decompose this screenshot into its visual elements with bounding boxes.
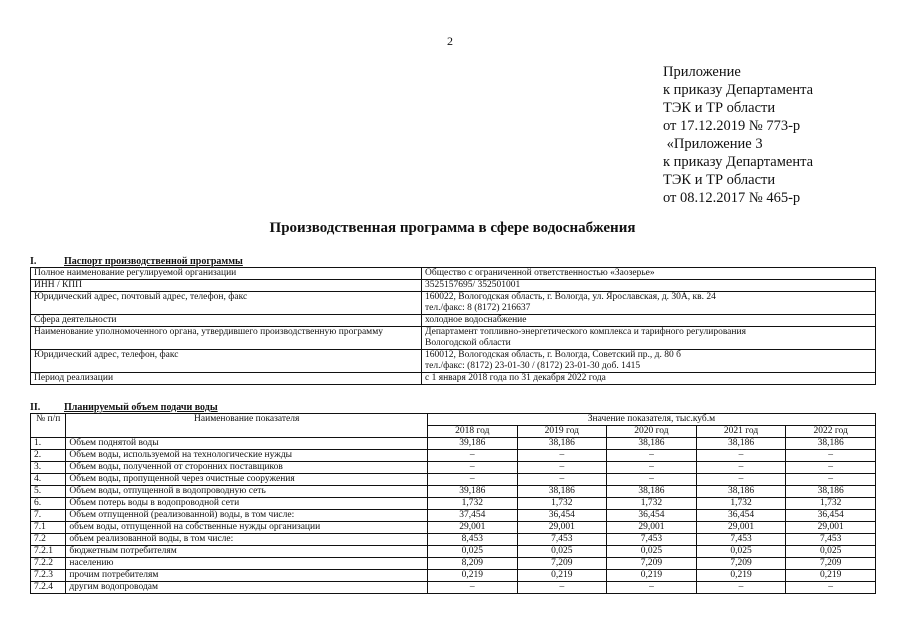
table-row xyxy=(31,546,876,558)
row-number: 2. xyxy=(31,450,66,462)
appendix-line: к приказу Департамента xyxy=(663,154,814,170)
row-name: объем реализованной воды, в том числе: xyxy=(66,534,428,546)
table-row xyxy=(31,558,876,570)
passport-key: Полное наименование регулируемой организации xyxy=(31,268,422,280)
row-value: 0,025 xyxy=(696,546,786,558)
row-value: 0,219 xyxy=(427,570,517,582)
table-row xyxy=(31,570,876,582)
row-value: – xyxy=(607,474,697,486)
row-name: объем воды, отпущенной на собственные нужды организации xyxy=(66,522,428,534)
row-value: – xyxy=(517,450,607,462)
row-number: 7.1 xyxy=(31,522,66,534)
row-name: другим водопроводам xyxy=(66,582,428,594)
row-name: Объем воды, отпущенной в водопроводную сеть xyxy=(66,486,428,498)
page-number: 2 xyxy=(447,34,453,48)
appendix-line: от 08.12.2017 № 465-р xyxy=(663,190,801,206)
row-number: 6. xyxy=(31,498,66,510)
row-value: – xyxy=(517,462,607,474)
row-value: – xyxy=(427,450,517,462)
passport-value xyxy=(422,350,876,373)
row-value: – xyxy=(607,450,697,462)
passport-value xyxy=(422,327,876,350)
row-value: 38,186 xyxy=(607,486,697,498)
row-value: 7,209 xyxy=(517,558,607,570)
table-row xyxy=(31,510,876,522)
row-value: – xyxy=(696,462,786,474)
row-value: 37,454 xyxy=(427,510,517,522)
table-row xyxy=(31,582,876,594)
row-value: 38,186 xyxy=(696,486,786,498)
passport-value xyxy=(422,315,876,327)
appendix-line: к приказу Департамента xyxy=(663,82,814,98)
row-value: – xyxy=(607,462,697,474)
table-row xyxy=(31,438,876,450)
appendix-line: ТЭК и ТР области xyxy=(663,100,776,116)
row-name: Объем потерь воды в водопроводной сети xyxy=(66,498,428,510)
passport-row xyxy=(31,315,876,327)
row-value: 39,186 xyxy=(427,486,517,498)
passport-row xyxy=(31,350,876,373)
row-name: прочим потребителям xyxy=(66,570,428,582)
row-value: 29,001 xyxy=(517,522,607,534)
passport-value-line: тел./факс: 8 (8172) 216637 xyxy=(425,303,531,313)
row-value: 0,025 xyxy=(786,546,876,558)
appendix-header xyxy=(663,63,813,207)
passport-value xyxy=(422,292,876,315)
row-value: – xyxy=(517,474,607,486)
row-value: – xyxy=(427,582,517,594)
passport-value-line: 3525157695/ 352501001 xyxy=(425,280,521,290)
row-value: 7,453 xyxy=(517,534,607,546)
row-value: 38,186 xyxy=(786,438,876,450)
header-year: 2022 год xyxy=(786,426,876,438)
passport-key: Сфера деятельности xyxy=(31,315,422,327)
row-value: – xyxy=(786,474,876,486)
row-value: 29,001 xyxy=(696,522,786,534)
passport-value-line: Общество с ограниченной ответственностью «Заозерье» xyxy=(425,268,655,278)
section-heading xyxy=(30,256,243,267)
passport-value-line: с 1 января 2018 года по 31 декабря 2022 года xyxy=(425,373,606,383)
row-value: 7,453 xyxy=(786,534,876,546)
passport-table xyxy=(30,267,876,385)
section-number: II. xyxy=(30,402,41,413)
row-name: бюджетным потребителям xyxy=(66,546,428,558)
row-value: 38,186 xyxy=(696,438,786,450)
passport-key: Юридический адрес, телефон, факс xyxy=(31,350,422,373)
passport-value xyxy=(422,280,876,292)
row-number: 7.2.4 xyxy=(31,582,66,594)
row-value: – xyxy=(427,462,517,474)
passport-row xyxy=(31,292,876,315)
row-value: 1,732 xyxy=(607,498,697,510)
row-value: 0,025 xyxy=(517,546,607,558)
appendix-line: «Приложение 3 xyxy=(663,136,763,152)
row-value: 36,454 xyxy=(517,510,607,522)
row-value: 0,219 xyxy=(607,570,697,582)
passport-value-line: Вологодской области xyxy=(425,338,511,348)
row-number: 7.2.3 xyxy=(31,570,66,582)
row-value: 7,453 xyxy=(696,534,786,546)
table-row xyxy=(31,474,876,486)
row-value: 29,001 xyxy=(427,522,517,534)
passport-row xyxy=(31,268,876,280)
row-value: 0,025 xyxy=(607,546,697,558)
row-name: Объем отпущенной (реализованной) воды, в том числе: xyxy=(66,510,428,522)
row-value: – xyxy=(517,582,607,594)
row-number: 7. xyxy=(31,510,66,522)
row-value: – xyxy=(427,474,517,486)
appendix-line: ТЭК и ТР области xyxy=(663,172,776,188)
section-number: I. xyxy=(30,256,37,267)
header-year: 2020 год xyxy=(607,426,697,438)
row-value: 38,186 xyxy=(786,486,876,498)
row-number: 7.2 xyxy=(31,534,66,546)
row-value: – xyxy=(696,474,786,486)
passport-value-line: 160012, Вологодская область, г. Вологда, Советский пр., д. 80 б xyxy=(425,350,681,360)
appendix-line: от 17.12.2019 № 773-р xyxy=(663,118,801,134)
header-value-group: Значение показателя, тыс.куб.м xyxy=(427,414,875,426)
water-volume-table xyxy=(30,413,876,594)
document-title: Производственная программа в сфере водоснабжения xyxy=(269,220,636,236)
row-number: 1. xyxy=(31,438,66,450)
table-row xyxy=(31,498,876,510)
passport-value-line: тел./факс: (8172) 23-01-30 / (8172) 23-01-30 доб. 1415 xyxy=(425,361,641,371)
row-value: 1,732 xyxy=(696,498,786,510)
row-value: 36,454 xyxy=(607,510,697,522)
row-value: 38,186 xyxy=(517,486,607,498)
row-value: – xyxy=(786,462,876,474)
section-heading xyxy=(30,402,218,413)
header-year: 2019 год xyxy=(517,426,607,438)
passport-value xyxy=(422,373,876,385)
header-year: 2021 год xyxy=(696,426,786,438)
row-name: населению xyxy=(66,558,428,570)
row-value: – xyxy=(696,450,786,462)
row-value: – xyxy=(786,450,876,462)
row-value: 8,209 xyxy=(427,558,517,570)
row-value: – xyxy=(786,582,876,594)
passport-key: Юридический адрес, почтовый адрес, телефон, факс xyxy=(31,292,422,315)
row-number: 4. xyxy=(31,474,66,486)
row-name: Объем воды, полученной от сторонних поставщиков xyxy=(66,462,428,474)
table-row xyxy=(31,486,876,498)
passport-value-line: холодное водоснабжение xyxy=(425,315,527,325)
header-num-col: № п/п xyxy=(31,414,66,438)
row-value: 38,186 xyxy=(517,438,607,450)
row-value: 7,209 xyxy=(786,558,876,570)
row-value: 7,453 xyxy=(607,534,697,546)
row-name: Объем поднятой воды xyxy=(66,438,428,450)
passport-value-line: 160022, Вологодская область, г. Вологда, ул. Ярославская, д. 30А, кв. 24 xyxy=(425,292,716,302)
passport-key: Наименование уполномоченного органа, утвердившего производственную программу xyxy=(31,327,422,350)
passport-value-line: Департамент топливно-энергетического комплекса и тарифного регулирования xyxy=(425,327,746,337)
header-year: 2018 год xyxy=(427,426,517,438)
appendix-line: Приложение xyxy=(663,64,741,80)
row-number: 7.2.1 xyxy=(31,546,66,558)
row-value: 29,001 xyxy=(786,522,876,534)
section-title: Паспорт производственной программы xyxy=(64,256,243,267)
row-value: 1,732 xyxy=(517,498,607,510)
row-value: 29,001 xyxy=(607,522,697,534)
row-value: – xyxy=(607,582,697,594)
row-value: 0,219 xyxy=(786,570,876,582)
row-value: 36,454 xyxy=(786,510,876,522)
section-title: Планируемый объем подачи воды xyxy=(64,402,218,413)
row-value: 8,453 xyxy=(427,534,517,546)
passport-row xyxy=(31,280,876,292)
table-row xyxy=(31,462,876,474)
row-number: 3. xyxy=(31,462,66,474)
row-name: Объем воды, пропущенной через очистные сооружения xyxy=(66,474,428,486)
row-value: 0,219 xyxy=(696,570,786,582)
row-value: – xyxy=(696,582,786,594)
row-value: 38,186 xyxy=(607,438,697,450)
row-value: 39,186 xyxy=(427,438,517,450)
row-number: 7.2.2 xyxy=(31,558,66,570)
header-name-col: Наименование показателя xyxy=(66,414,428,438)
row-value: 0,025 xyxy=(427,546,517,558)
passport-key: Период реализации xyxy=(31,373,422,385)
table-row xyxy=(31,450,876,462)
row-value: 7,209 xyxy=(696,558,786,570)
row-name: Объем воды, используемой на технологические нужды xyxy=(66,450,428,462)
passport-row xyxy=(31,373,876,385)
table-row xyxy=(31,534,876,546)
passport-key: ИНН / КПП xyxy=(31,280,422,292)
row-value: 1,732 xyxy=(786,498,876,510)
row-value: 36,454 xyxy=(696,510,786,522)
passport-value xyxy=(422,268,876,280)
row-number: 5. xyxy=(31,486,66,498)
passport-row xyxy=(31,327,876,350)
row-value: 0,219 xyxy=(517,570,607,582)
row-value: 1,732 xyxy=(427,498,517,510)
table-row xyxy=(31,522,876,534)
row-value: 7,209 xyxy=(607,558,697,570)
